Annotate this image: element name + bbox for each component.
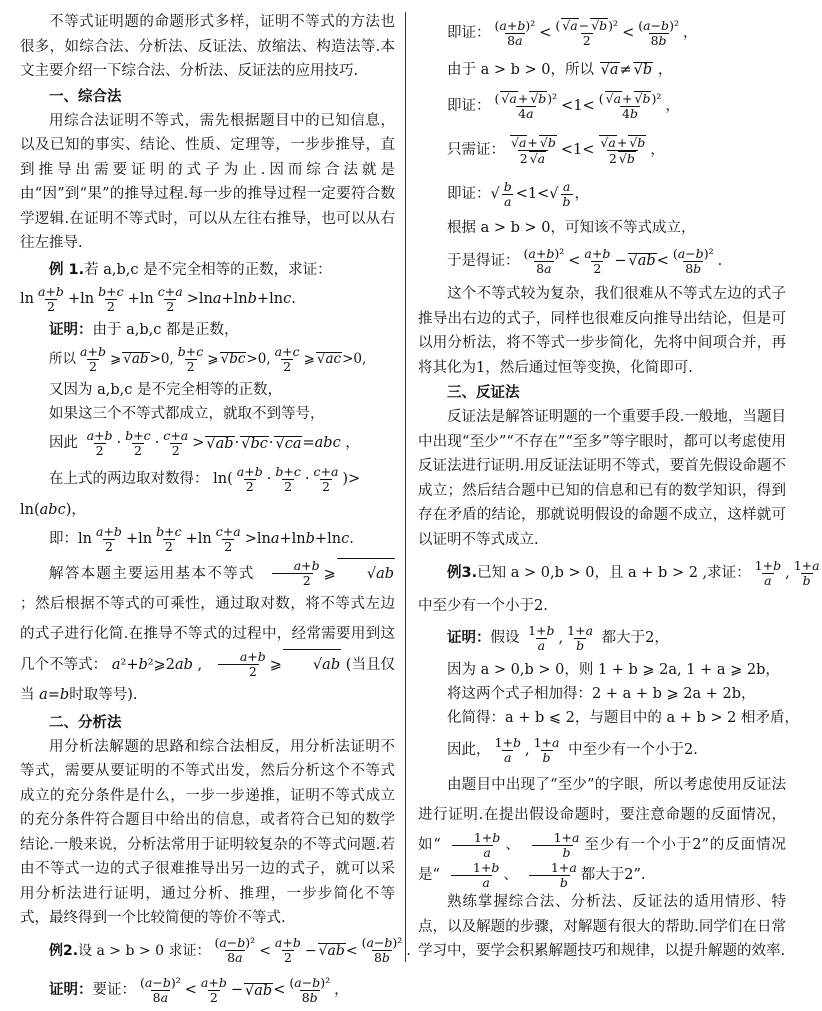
example-1-statement: 例 1.若 a,b,c 是不完全相等的正数，求证： [49,261,332,278]
ex2-step-2: 由于 a > b > 0，所以 √a ≠ √b ， [447,61,673,79]
closing-paragraph: 熟练掌握综合法、分析法、反证法的适用情形、特点，以及解题的步骤，对解题有很大的帮助.同学们在日常学习中，要学会积累解题技巧和规律，以提升解题的效率. [418,894,786,959]
analysis-paragraph: 用分析法解题的思路和综合法相反，用分析法证明不等式，需要从要证明的不等式出发，然后分析这个不等式成立的充分条件是什么，一步一步递推，证明不等式成立的充分条件符合题目中给出的信息，或者符合已知的数学结论.一般来说，分析法常用于证明较复杂的不等式问题.若由不等式一边的式子很难推导出另一边的式子，就可以采用分析法进行证明，通过分析、推理，一步步简化不等式，最终得到一个比较简便的等价不等式. [20,738,395,926]
left-column [20,10,411,1011]
ex2-conclusion: 于是得证： $\frac{\text{(a+b)²}}{8a}$ < $\frac{a+b}{2}$ − √ab < $\frac{\text{(a−b)²}}{8b}$ . [447,245,723,276]
ex2-step-6: 根据 a > b > 0，可知该不等式成立， [447,220,696,236]
ex2-step-5: 即证： √ $\frac{b}{a}$ <1<√ $\frac{a}{b}$ ， [447,178,590,209]
intro-paragraph: 不等式证明题的命题形式多样，证明不等式的方法也很多，如综合法、分析法、反证法、放缩法、构造法等.本文主要介绍一下综合法、分析法、反证法的应用技巧. [20,14,395,79]
section-analysis-title: 二、分析法 [49,714,122,731]
example-1-proof-line-5: 因此 $\frac{a+b}{2}$ · $\frac{b+c}{2}$ · $\frac{c+a}{2}$ > √ab · √bc · √ca = abc ， [49,428,360,458]
example-3-statement-cont: 中至少有一个小于2. [418,598,548,614]
example-2-proof-start: 证明： 要证： $\frac{\text{(a−b)²}}{8a}$ < $\frac{a+b}{2}$ − √ab < $\frac{\text{(a−b)²}}{8b}$ ， [49,975,349,1005]
example-1-proof-line-3: 又因为 a,b,c 是不完全相等的正数， [49,381,282,398]
synthesis-paragraph: 用综合法证明不等式，需先根据题目中的已知信息，以及已知的事实、结论、性质、定理等，一步步推导，直到推导出需要证明的式子为止.因而综合法就是由“因”到“果”的推导过程.每一步的推导过程一定要符合数学逻辑.在证明不等式时，可以从左往右推导，也可以从右往左推导. [20,112,395,251]
section-contradiction-title: 三、反证法 [447,385,520,401]
contradiction-paragraph: 反证法是解答证明题的一个重要手段.一般地，当题目中出现“至少”“不存在”“至多”等字眼时，都可以考虑使用反证法进行证明.用反证法证明不等式，要首先假设命题不成立；然后结合题中已知的信息和已有的数学知识，得到存在矛盾的结论，那就说明假设的命题不成立，这样就可以证明不等式成立. [418,409,786,548]
example-3-proof-3: 将这两个式子相加得：2 + a + b ⩾ 2a + 2b， [447,686,756,702]
example-1-proof-line-6: 在上式的两边取对数得： ln( $\frac{a+b}{2}$ · $\frac{b+c}{2}$ · $\frac{c+a}{2}$ )> [49,464,361,494]
example-3-proof-1: 证明： 假设 $\frac{1+b}{a}$ , $\frac{1+a}{b}$ 都大于2， [447,622,669,653]
example-2-statement: 例2. 设 a > b > 0 求证： $\frac{\text{(a−b)²}}{8a}$ < $\frac{a+b}{2}$ − √ab < $\frac{\text{(a−b)²}}{8b}$ . [49,935,411,965]
right-column [418,10,820,964]
section-synthesis-title: 一、综合法 [49,88,122,105]
ex2-step-4: 只需证： $\frac{√a+ √b}{2 √a}$ <1< $\frac{√a+ √b}{2 √b}$ ， [447,134,665,166]
example-1-proof-line-6b: ln(abc)， [20,501,86,518]
example-3-proof-4: 化简得：a + b ⩽ 2，与题目中的 a + b > 2 相矛盾， [447,710,799,726]
column-divider [405,12,406,962]
example-1-proof-line-4: 如果这三个不等式都成立，就取不到等号， [49,405,325,422]
analysis-summary-paragraph: 这个不等式较为复杂，我们很难从不等式左边的式子推导出右边的式子，同样也很难反向推导出结论，但是可以用分析法，将不等式一步步简化，先将中间项合并，再将其化为1，然后通过恒等变换，化简即可. [418,286,786,376]
example-1-proof-line-7: 即： ln $\frac{a+b}{2}$ +ln $\frac{b+c}{2}$ +ln $\frac{c+a}{2}$ >ln a +ln b +ln c . [49,524,354,554]
contradiction-summary-paragraph: 由题目中出现了“至少”的字眼，所以考虑使用反证法进行证明.在提出假设命题时，要注意命题的反面情况，如“ $\frac{1+b}{a}$ 、 $\frac{1+a}{b}$ 至少有一个小于2”的反面情况是“ $\frac{1+b}{a}$ 、 $\frac{1+a}{b}$ 都大于2”. [418,777,786,890]
summary-paragraph-1: 解答本题主要运用基本不等式 $\frac{a+b}{2}$ ⩾ √ab ；然后根据不等式的可乘性，通过取对数，将不等式左边的式子进行化简.在推导不等式的过程中，经常需要用到这几个不等式： a²+b²⩾2ab , $\frac{a+b}{2}$ ⩾ √ab (当且仅当 a=b时取等号). [20,558,396,703]
example-3-proof-2: 因为 a > 0,b > 0，则 1 + b ⩾ 2a, 1 + a ⩾ 2b， [447,662,780,678]
example-1-formula: ln $\frac{a+b}{2}$ +ln $\frac{b+c}{2}$ +ln $\frac{c+a}{2}$ >ln a +ln b +ln c . [20,284,296,314]
example-3-statement: 例3. 已知 a > 0,b > 0，且 a + b > 2 ,求证： $\frac{1+b}{a}$ , $\frac{1+a}{b}$ [447,557,820,588]
example-1-proof-line-1: 证明：由于 a,b,c 都是正数， [49,321,239,338]
ex2-step-3: 即证： $\frac{\text{( √a+ √b)²}}{4a}$ <1< $\frac{\text{( √a+ √b)²}}{4b}$ ， [447,91,680,121]
ex2-step-1: 即证： $\frac{\text{(a+b)²}}{8a}$ < $\frac{\text{( √a− √b)²}}{2}$ < $\frac{\text{(a−b)²}}{8b}$ ， [447,17,698,48]
example-3-proof-5: 因此， $\frac{1+b}{a}$ , $\frac{1+a}{b}$ 中至少有一个小于2. [447,734,698,765]
example-1-proof-line-2: 所以 $\frac{a+b}{2}$ ⩾ √ab >0, $\frac{b+c}{2}$ ⩾ √bc >0, $\frac{a+c}{2}$ ⩾ √ac >0, [49,344,367,374]
